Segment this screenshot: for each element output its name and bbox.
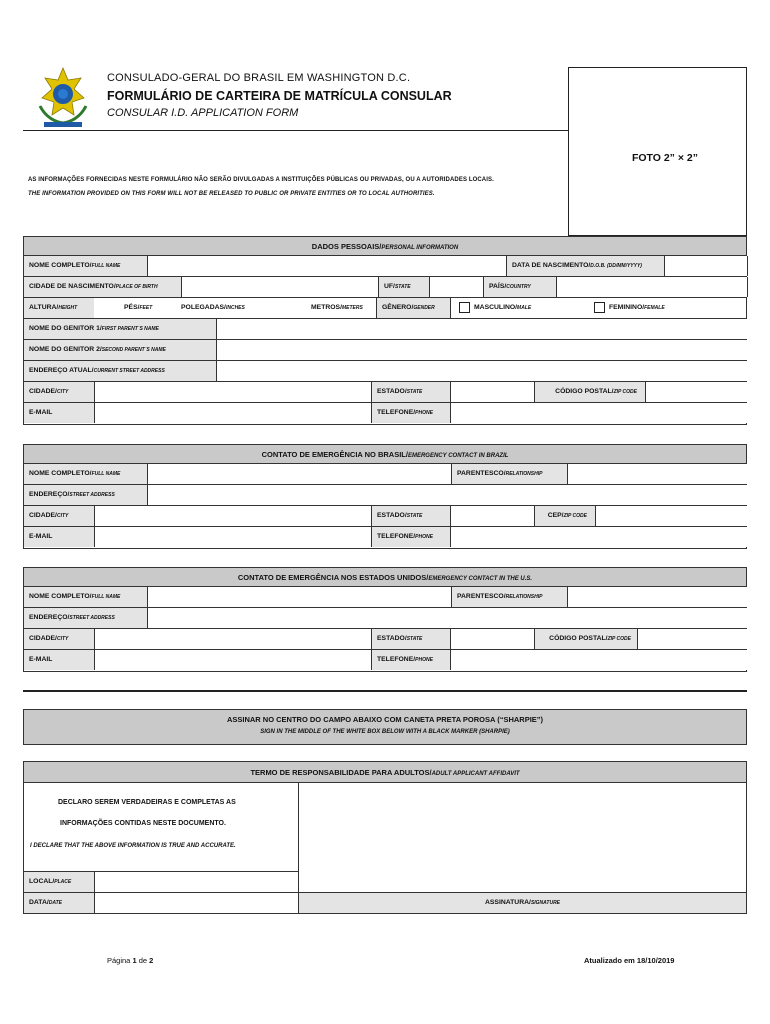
female-option[interactable]: FEMININO/FEMALE (589, 298, 739, 318)
photo-label: FOTO 2” × 2” (631, 152, 698, 164)
declaration-en: I DECLARE THAT THE ABOVE INFORMATION IS TRUE AND ACCURATE. (30, 843, 236, 849)
email-label: E-MAIL (24, 650, 94, 670)
email-label: E-MAIL (24, 527, 94, 547)
city-input[interactable] (94, 506, 372, 526)
email-input[interactable] (94, 650, 372, 670)
row-address (24, 608, 746, 629)
section-header: DADOS PESSOAIS/PERSONAL INFORMATION (24, 237, 746, 256)
row-fullname (24, 587, 746, 608)
row-fullname (24, 256, 746, 277)
full-name-input[interactable] (147, 587, 452, 607)
signature-label: ASSINATURA/SIGNATURE (299, 893, 746, 913)
row-address (24, 361, 746, 382)
privacy-notice-pt: AS INFORMAÇÕES FORNECIDAS NESTE FORMULÁRIO NÃO SERÃO DIVULGADAS A INSTITUIÇÕES PÚBLICAS OU PRIVADAS, OU A AUTORIDADES LOCAIS. (28, 177, 494, 183)
photo-box (568, 67, 747, 236)
declaration-line1: DECLARO SEREM VERDADEIRAS E COMPLETAS AS (58, 799, 236, 806)
zip-label: CÓDIGO POSTAL/ZIP CODE (535, 382, 645, 402)
phone-input[interactable] (450, 650, 748, 670)
city-label: CIDADE/CITY (24, 506, 94, 526)
row-parent2 (24, 340, 746, 361)
row-birthplace (24, 277, 746, 298)
affidavit-section (23, 761, 747, 914)
dob-label: DATA DE NASCIMENTO/D.O.B. (DD/MM/YYYY) (507, 256, 664, 276)
phone-input[interactable] (450, 403, 748, 423)
updated-date: Atualizado em 18/10/2019 (584, 956, 675, 965)
city-label: CIDADE/CITY (24, 629, 94, 649)
state-input[interactable] (450, 382, 535, 402)
row-height (24, 298, 746, 319)
uf-input[interactable] (429, 277, 484, 297)
local-input[interactable] (94, 872, 298, 892)
phone-label: TELEFONE/PHONE (372, 403, 450, 423)
address-input[interactable] (216, 361, 748, 381)
date-input[interactable] (94, 893, 299, 913)
parent1-label: NOME DO GENITOR 1/FIRST PARENT´S NAME (24, 319, 216, 339)
height-label: ALTURA/HEIGHT (24, 298, 94, 318)
birthplace-input[interactable] (181, 277, 379, 297)
row-email (24, 527, 746, 548)
full-name-label: NOME COMPLETO/FULL NAME (24, 464, 147, 484)
privacy-notice-en: THE INFORMATION PROVIDED ON THIS FORM WILL NOT BE RELEASED TO PUBLIC OR PRIVATE ENTITIES OR TO LOCAL AUTHORITIES. (28, 191, 435, 197)
address-input[interactable] (147, 485, 748, 505)
parent2-label: NOME DO GENITOR 2/SECOND PARENT´S NAME (24, 340, 216, 360)
gender-label: GÊNERO/GENDER (376, 298, 451, 318)
parent1-input[interactable] (216, 319, 748, 339)
coat-of-arms-logo (34, 66, 92, 130)
sign-instruction-box (23, 709, 747, 745)
city-input[interactable] (94, 629, 372, 649)
country-input[interactable] (556, 277, 748, 297)
full-name-label: NOME COMPLETO/FULL NAME (24, 256, 147, 276)
full-name-label: NOME COMPLETO/FULL NAME (24, 587, 147, 607)
state-label: ESTADO/STATE (372, 382, 450, 402)
form-title: FORMULÁRIO DE CARTEIRA DE MATRÍCULA CONSULAR (107, 89, 452, 103)
full-name-input[interactable] (147, 464, 452, 484)
phone-label: TELEFONE/PHONE (372, 650, 450, 670)
state-input[interactable] (450, 629, 535, 649)
local-row (24, 871, 299, 892)
zip-label: CEP/ZIP CODE (535, 506, 595, 526)
row-city (24, 382, 746, 403)
row-address (24, 485, 746, 506)
address-label: ENDEREÇO/STREET ADDRESS (24, 485, 147, 505)
country-label: PAÍS/COUNTRY (484, 277, 556, 297)
dob-input[interactable] (664, 256, 748, 276)
zip-input[interactable] (637, 629, 748, 649)
row-email (24, 650, 746, 671)
emergency-us-section (23, 567, 747, 672)
address-input[interactable] (147, 608, 748, 628)
female-checkbox[interactable] (594, 302, 605, 313)
phone-input[interactable] (450, 527, 748, 547)
meters-label: METROS/METERS (311, 304, 363, 311)
male-checkbox[interactable] (459, 302, 470, 313)
city-label: CIDADE/CITY (24, 382, 94, 402)
birthplace-label: CIDADE DE NASCIMENTO/PLACE OF BIRTH (24, 277, 181, 297)
full-name-input[interactable] (147, 256, 507, 276)
signature-area[interactable] (299, 783, 746, 892)
state-input[interactable] (450, 506, 535, 526)
feet-label: PÉS/FEET (124, 304, 153, 311)
male-option[interactable]: MASCULINO/MALE (454, 298, 584, 318)
page-number: Página 1 de 2 (107, 956, 154, 965)
row-parent1 (24, 319, 746, 340)
local-label: LOCAL/PLACE (24, 872, 94, 892)
date-row (24, 892, 746, 913)
address-label: ENDEREÇO ATUAL/CURRENT STREET ADDRESS (24, 361, 216, 381)
relationship-label: PARENTESCO/RELATIONSHIP (452, 464, 567, 484)
zip-input[interactable] (645, 382, 748, 402)
row-fullname (24, 464, 746, 485)
city-input[interactable] (94, 382, 372, 402)
sign-instruction-en: SIGN IN THE MIDDLE OF THE WHITE BOX BELOW WITH A BLACK MARKER (SHARPIE) (260, 729, 510, 735)
row-city (24, 506, 746, 527)
declaration-box (24, 783, 299, 871)
row-city (24, 629, 746, 650)
sign-instruction-pt: ASSINAR NO CENTRO DO CAMPO ABAIXO COM CANETA PRETA POROSA (“SHARPIE”) (226, 715, 544, 724)
relationship-label: PARENTESCO/RELATIONSHIP (452, 587, 567, 607)
email-label: E-MAIL (24, 403, 94, 423)
phone-label: TELEFONE/PHONE (372, 527, 450, 547)
emergency-brazil-section (23, 444, 747, 549)
section-header: CONTATO DE EMERGÊNCIA NO BRASIL/EMERGENCY CONTACT IN BRAZIL (24, 445, 746, 464)
inches-label: POLEGADAS/INCHES (181, 304, 245, 311)
state-label: ESTADO/STATE (372, 629, 450, 649)
zip-label: CÓDIGO POSTAL/ZIP CODE (535, 629, 637, 649)
divider-rule (23, 690, 747, 692)
section-header: CONTATO DE EMERGÊNCIA NOS ESTADOS UNIDOS/EMERGENCY CONTACT IN THE U.S. (24, 568, 746, 587)
zip-input[interactable] (595, 506, 748, 526)
address-label: ENDEREÇO/STREET ADDRESS (24, 608, 147, 628)
state-label: ESTADO/STATE (372, 506, 450, 526)
form-title-en: CONSULAR I.D. APPLICATION FORM (107, 107, 299, 119)
row-email (24, 403, 746, 424)
parent2-input[interactable] (216, 340, 748, 360)
section-header: TERMO DE RESPONSABILIDADE PARA ADULTOS/ADULT APPLICANT AFFIDAVIT (24, 762, 746, 783)
personal-info-section (23, 236, 747, 425)
relationship-input[interactable] (567, 587, 748, 607)
email-input[interactable] (94, 527, 372, 547)
consulate-name: CONSULADO-GERAL DO BRASIL EM WASHINGTON D.C. (107, 72, 411, 84)
declaration-line2: INFORMAÇÕES CONTIDAS NESTE DOCUMENTO. (60, 820, 226, 827)
header-rule (23, 130, 568, 131)
uf-label: UF/STATE (379, 277, 429, 297)
email-input[interactable] (94, 403, 372, 423)
date-label: DATA/DATE (24, 893, 94, 913)
relationship-input[interactable] (567, 464, 748, 484)
